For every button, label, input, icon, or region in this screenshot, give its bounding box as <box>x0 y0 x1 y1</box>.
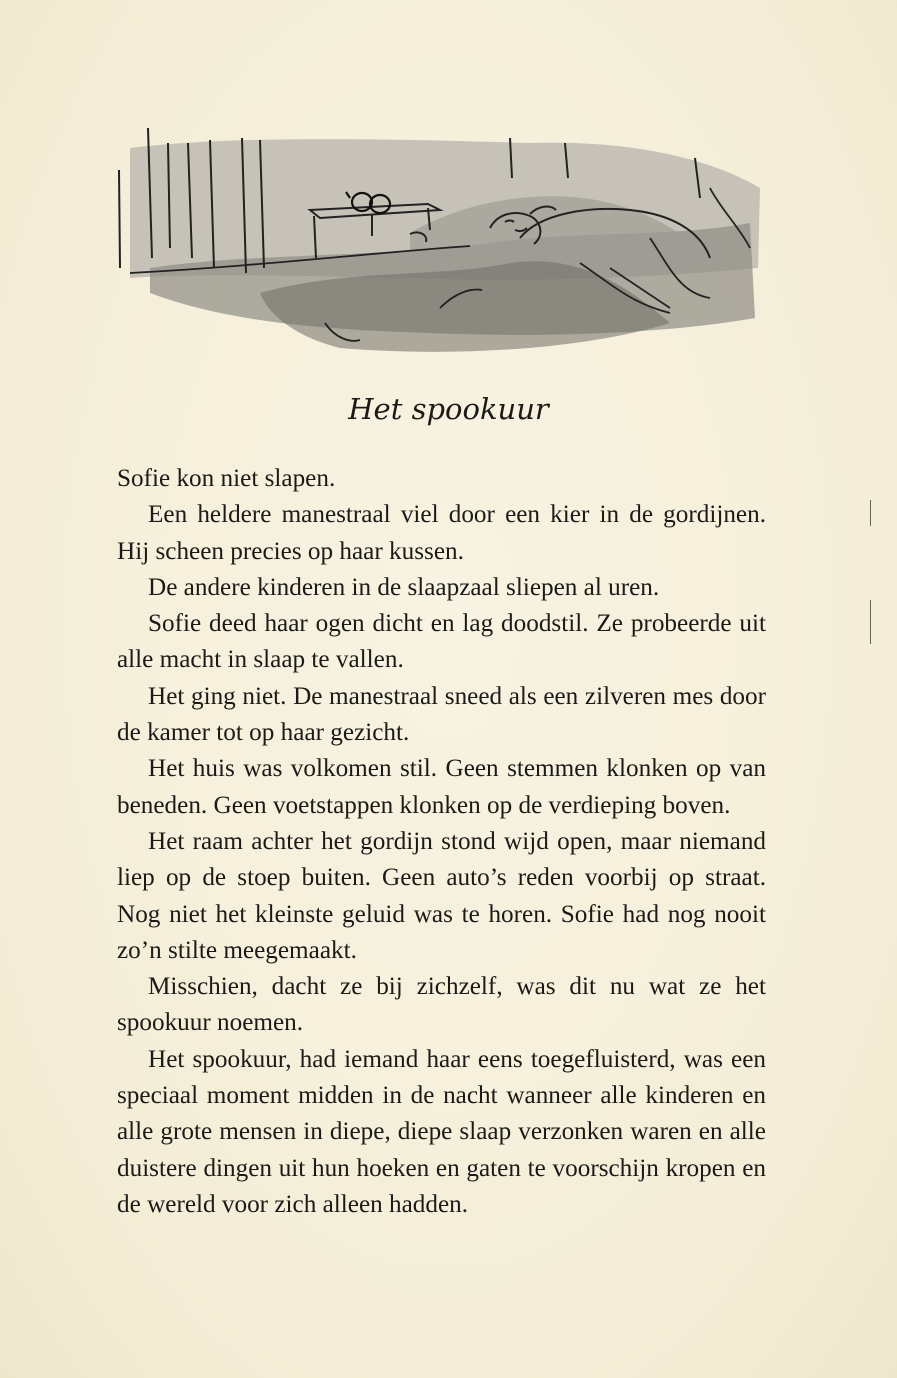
paragraph: Een heldere manestraal viel door een kier in de gordijnen. Hij scheen precies op haar kussen. <box>117 501 766 565</box>
paragraph: Het raam achter het gordijn stond wijd open, maar niemand liep op de stoep buiten. Geen auto’s reden voorbij op straat. Nog niet het kleinste geluid was te horen. Sofie had nog nooit zo’n stilte meegemaakt. <box>117 827 766 964</box>
page-edge-mark <box>870 500 871 526</box>
chapter-title: Het spookuur <box>348 392 549 426</box>
paragraph: Sofie kon niet slapen. <box>117 465 336 492</box>
chapter-body <box>117 461 766 1223</box>
page-edge-mark <box>870 600 871 644</box>
paragraph: Het spookuur, had iemand haar eens toegefluisterd, was een speciaal moment midden in de nacht wanneer alle kinderen en alle grote mensen in diepe, diepe slaap verzonken waren en alle duistere dingen uit hun hoeken en gaten te voorschijn kropen en de wereld voor zich alleen hadden. <box>117 1045 766 1218</box>
paragraph: De andere kinderen in de slaapzaal sliepen al uren. <box>148 573 660 601</box>
sleeping-girl-illustration <box>110 118 770 398</box>
paragraph: Het ging niet. De manestraal sneed als een zilveren mes door de kamer tot op haar gezicht. <box>117 682 766 747</box>
paragraph: Het huis was volkomen stil. Geen stemmen klonken op van beneden. Geen voetstappen klonken op de verdieping boven. <box>117 755 766 819</box>
paragraph: Misschien, dacht ze bij zichzelf, was dit nu wat ze het spookuur noemen. <box>117 973 766 1037</box>
paragraph: Sofie deed haar ogen dicht en lag doodstil. Ze probeerde uit alle macht in slaap te vallen. <box>117 610 766 674</box>
